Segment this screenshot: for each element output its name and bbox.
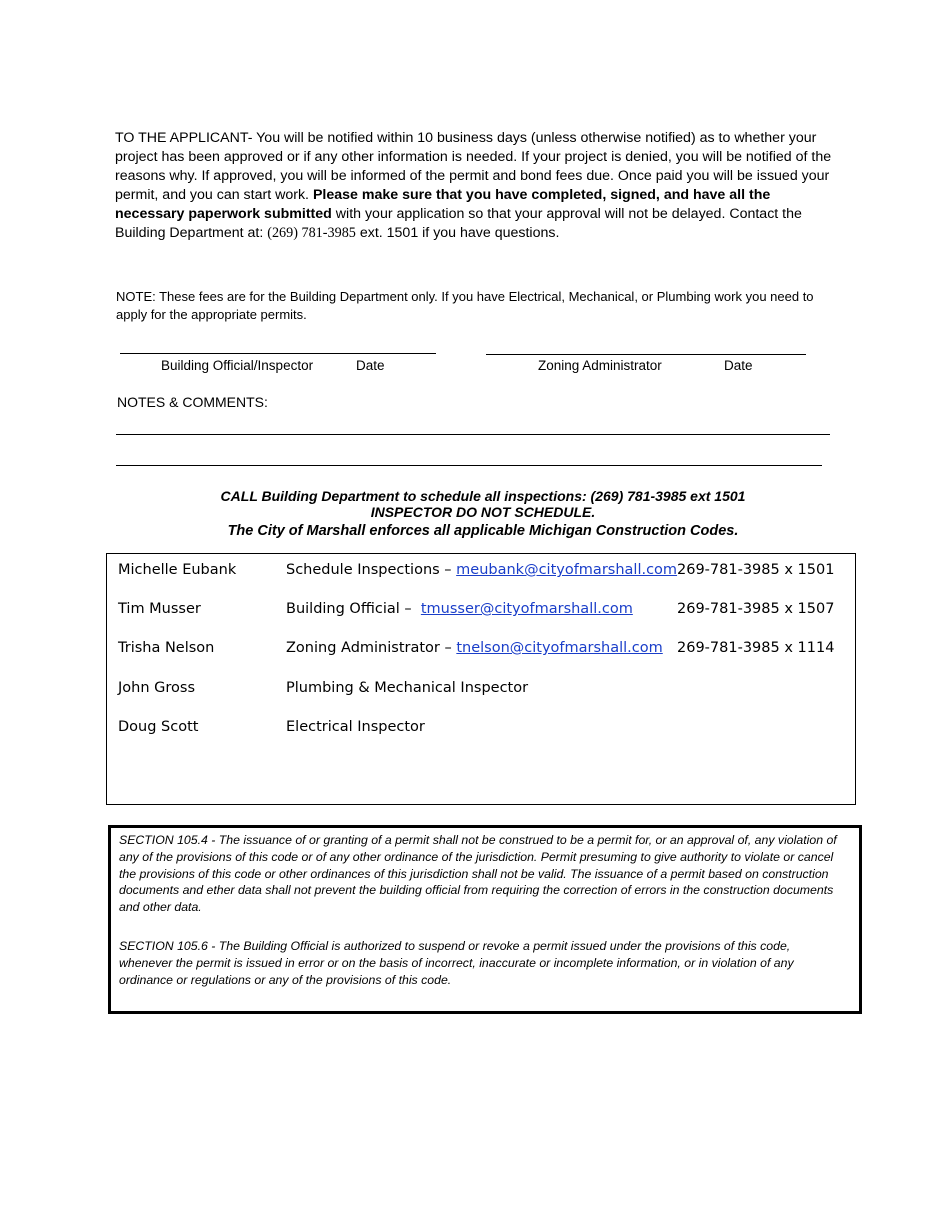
contact-name: Doug Scott	[118, 719, 199, 735]
applicant-text-3: ext. 1501 if you have questions.	[359, 225, 560, 241]
applicant-paragraph	[115, 129, 835, 243]
contact-email-link[interactable]: meubank@cityofmarshall.com	[456, 562, 678, 578]
zoning-signature-label: Zoning Administrator	[538, 358, 662, 373]
applicant-text-1: You will be notified within 10 business days (unless otherwise notified) as to whether your project has been approved or if any other information is needed. If your project is denied, you will be notified of the reasons why. If approved, you will be informed of the permit and bond fees due. Once paid you will be issued your permit, and you can start work.	[115, 130, 832, 203]
contact-role: Zoning Administrator – tnelson@cityofmarshall.com	[286, 640, 663, 656]
contact-row	[107, 719, 855, 741]
applicant-text-2: with your application so that your approval will not be delayed. Contact the Building Department at:	[115, 206, 802, 241]
official-signature-label: Building Official/Inspector	[161, 358, 314, 373]
contact-row	[107, 562, 855, 584]
contact-row	[107, 640, 855, 662]
zoning-date-label: Date	[724, 358, 753, 373]
code-sections-box	[108, 825, 862, 1014]
contact-email-link[interactable]: tmusser@cityofmarshall.com	[420, 601, 633, 617]
notes-line-2	[116, 465, 822, 466]
contacts-box	[106, 553, 856, 805]
notes-line-1	[116, 434, 830, 435]
contact-phone: 269-781-3985 x 1507	[677, 601, 835, 617]
section-105-6: SECTION 105.6 - The Building Official is authorized to suspend or revoke a permit issued under the provisions of this code, whenever the permit is issued in error or on the basis of incorrect, inaccurate or incomplete information, or in violation of any ordinance or regulations or any of the provisions of this code.	[119, 939, 794, 987]
contact-role: Schedule Inspections – meubank@cityofmarshall.com	[286, 562, 678, 578]
contact-phone: 269-781-3985 x 1114	[677, 640, 835, 656]
call-line-2: INSPECTOR DO NOT SCHEDULE.	[370, 504, 596, 520]
notes-comments-label: NOTES & COMMENTS:	[117, 394, 268, 410]
contact-role: Plumbing & Mechanical Inspector	[286, 680, 529, 696]
call-line-1: CALL Building Department to schedule all inspections: (269) 781-3985 ext 1501	[220, 488, 746, 504]
applicant-lead: TO THE APPLICANT-	[115, 130, 253, 146]
contact-row	[107, 601, 855, 623]
official-signature-line	[120, 353, 436, 354]
contact-role: Building Official – tmusser@cityofmarshall.com	[286, 601, 633, 617]
contact-name: Trisha Nelson	[118, 640, 215, 656]
zoning-signature-line	[486, 354, 806, 355]
official-date-label: Date	[356, 358, 385, 373]
contact-name: John Gross	[118, 680, 195, 696]
applicant-bold-text: Please make sure that you have completed, signed, and have all the necessary paperwork submitted	[115, 187, 771, 222]
contact-row	[107, 680, 855, 702]
contact-name: Michelle Eubank	[118, 562, 237, 578]
fees-note: NOTE: These fees are for the Building Department only. If you have Electrical, Mechanical, or Plumbing work you need to apply for the appropriate permits.	[116, 289, 814, 322]
section-105-4: SECTION 105.4 - The issuance of or granting of a permit shall not be construed to be a permit for, or an approval of, any violation of any of the provisions of this code or of any other ordinance of the jurisdiction. Permit presuming to give authority to violate or cancel the provisions of this code or other ordinances of this jurisdiction shall not be valid. The issuance of a permit based on construction documents and ether data shall not prevent the building official from requiring the correction of errors in the construction documents and other data.	[119, 833, 837, 915]
contact-phone: 269-781-3985 x 1501	[677, 562, 835, 578]
call-line-3: The City of Marshall enforces all applicable Michigan Construction Codes.	[227, 523, 739, 539]
contact-name: Tim Musser	[118, 601, 201, 617]
contact-email-link[interactable]: tnelson@cityofmarshall.com	[456, 640, 663, 656]
applicant-phone: (269) 781-3985	[267, 225, 356, 241]
contact-role: Electrical Inspector	[286, 719, 425, 735]
